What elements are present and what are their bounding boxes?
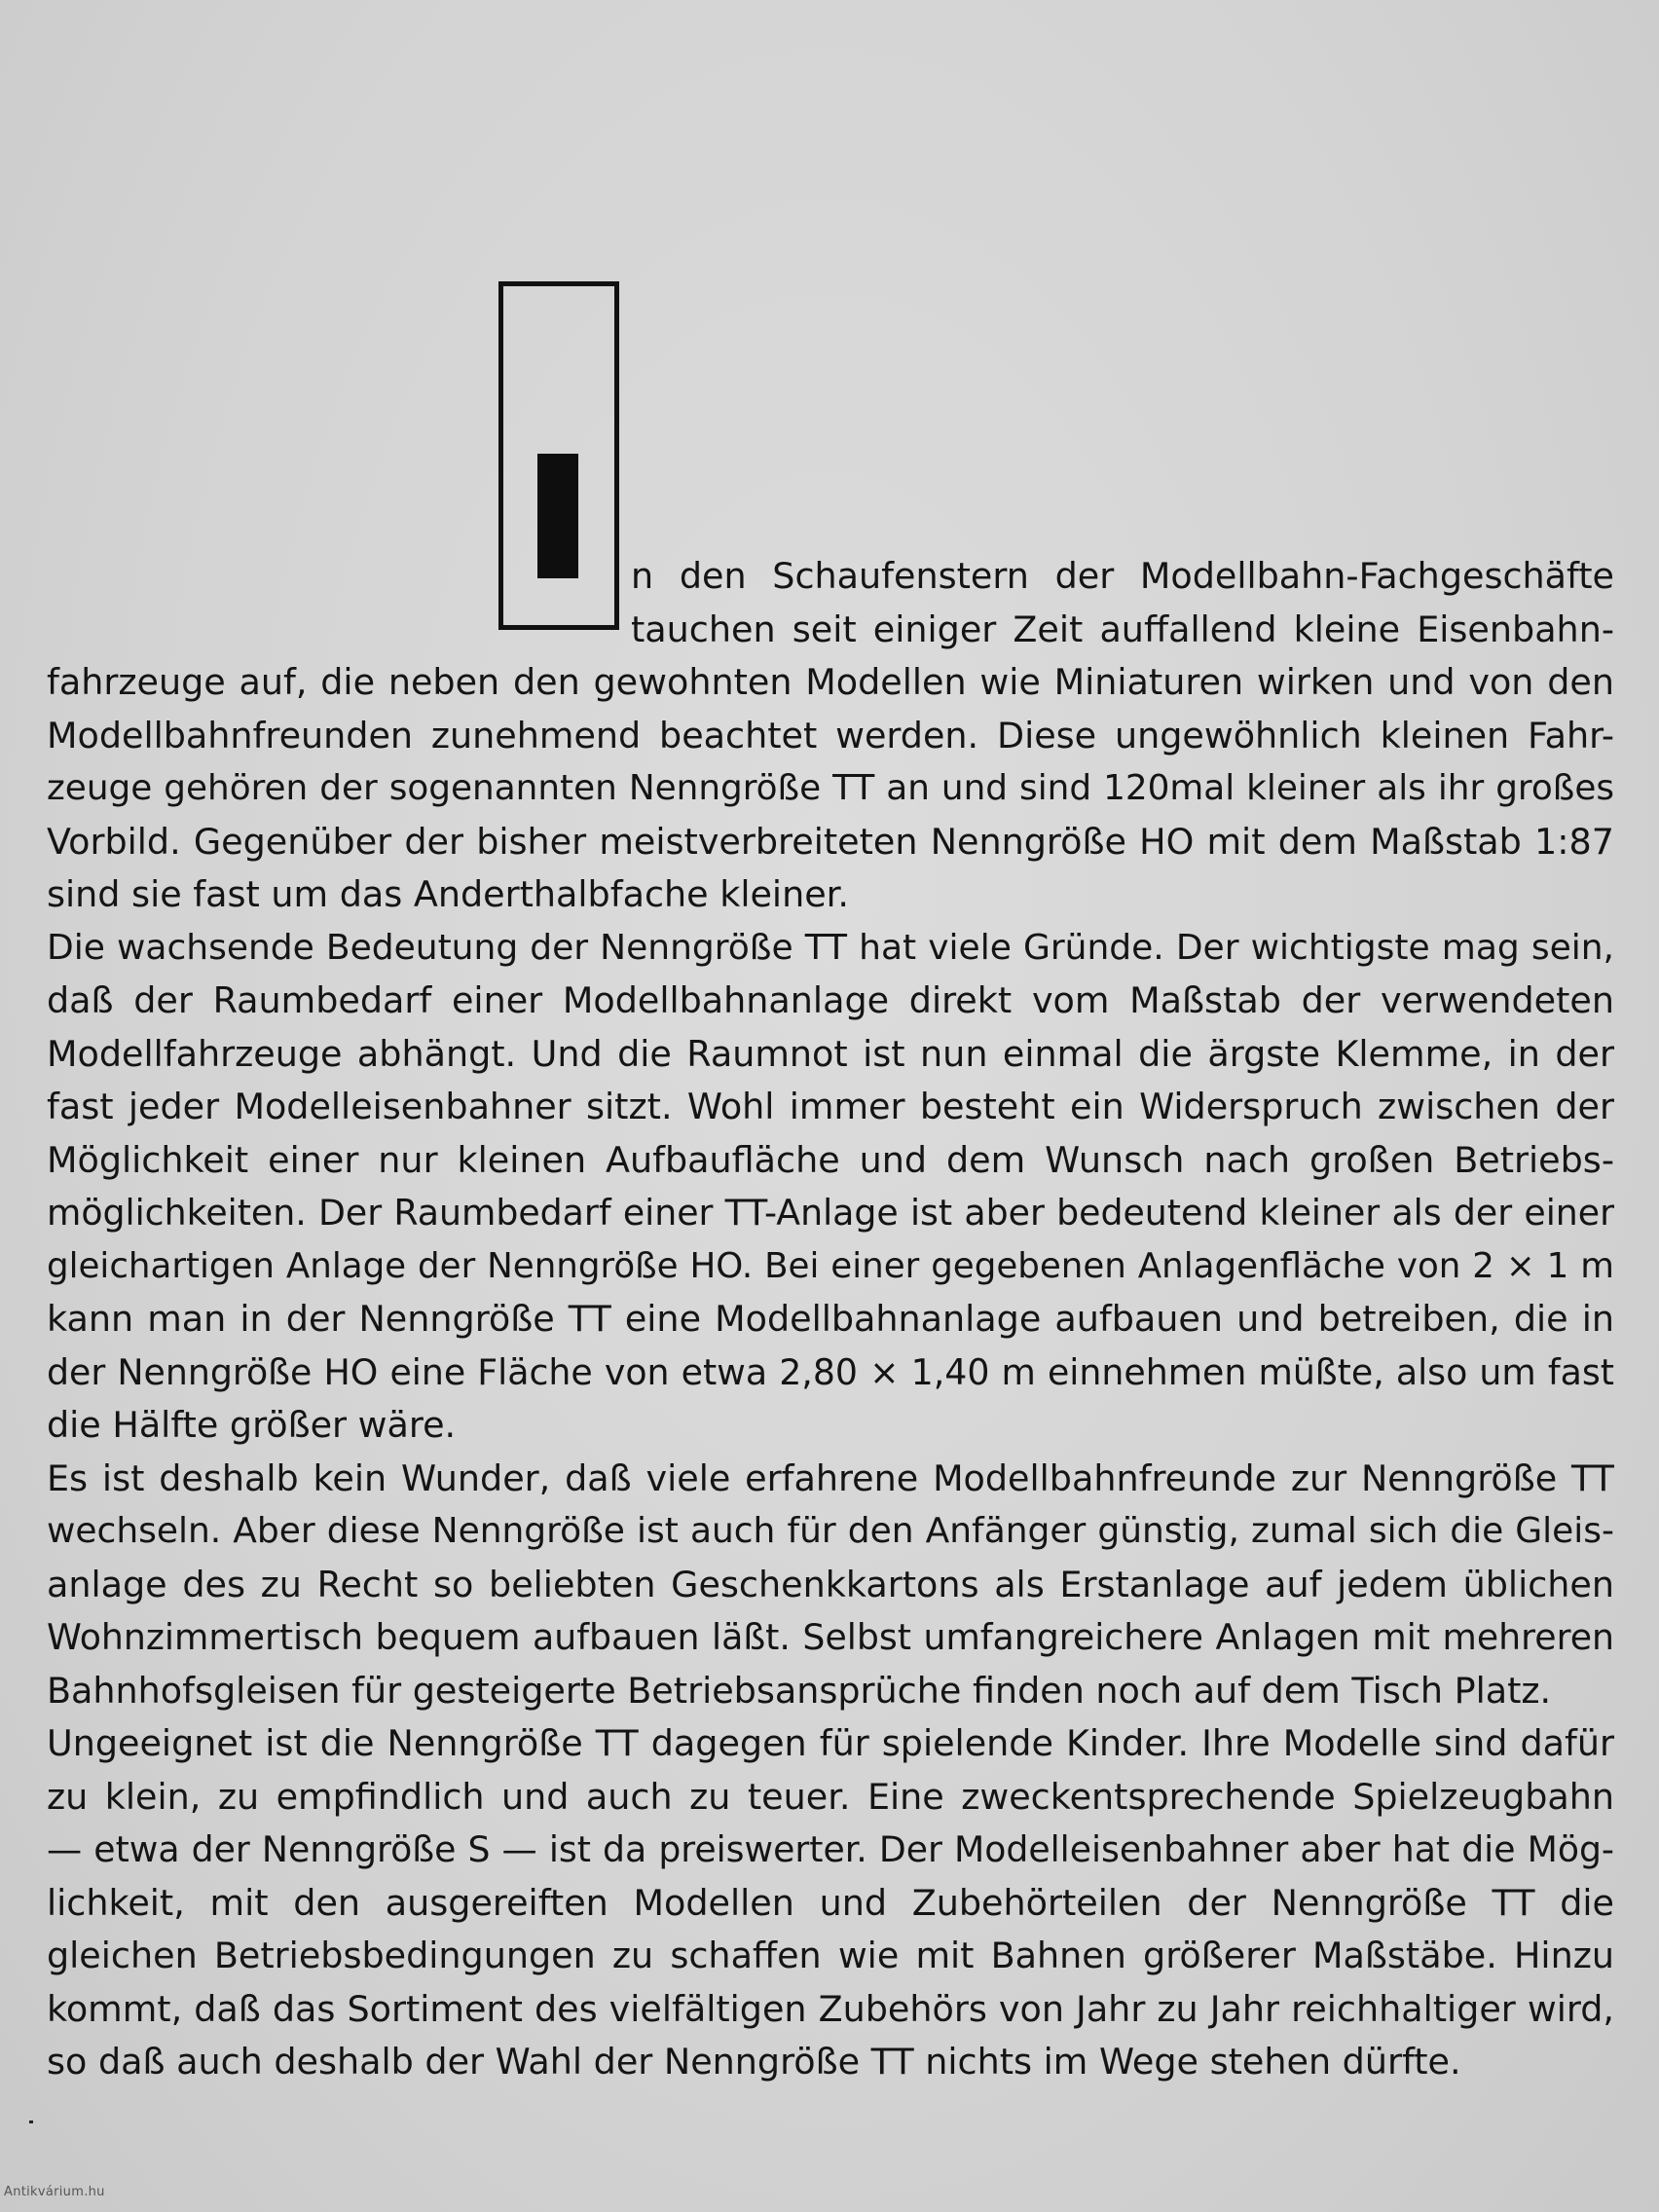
specks <box>29 2120 33 2123</box>
text-line: gleichartigen Anlage der Nenngröße HO. Bei einer gegebenen Anlagenfläche von 2 × 1 m <box>47 1245 1614 1286</box>
text-line: — etwa der Nenngröße S — ist da preiswerter. Der Modelleisenbahner aber hat die Mög- <box>47 1828 1614 1870</box>
text-line: fast jeder Modelleisenbahner sitzt. Wohl immer besteht ein Widerspruch zwischen der <box>47 1086 1614 1127</box>
text-line: zeuge gehören der sogenannten Nenngröße TT an und sind 120mal kleiner als ihr großes <box>47 768 1614 808</box>
text-line: Vorbild. Gegenüber der bisher meistverbreiteten Nenngröße HO mit dem Maßstab 1:87 <box>47 820 1614 863</box>
text-line: wechseln. Aber diese Nenngröße ist auch für den Anfänger günstig, zumal sich die Gleis- <box>47 1511 1614 1551</box>
text-line: Die wachsende Bedeutung der Nenngröße TT hat viele Gründe. Der wichtigste mag sein, <box>47 927 1614 968</box>
text-line: anlage des zu Recht so beliebten Geschenkkartons als Erstanlage auf jedem üblichen <box>47 1563 1614 1605</box>
body-text <box>47 550 1614 2089</box>
text-line: Bahnhofsgleisen für gesteigerte Betriebsansprüche finden noch auf dem Tisch Platz. <box>47 1669 1552 1712</box>
text-line: Modellfahrzeuge abhängt. Und die Raumnot ist nun einmal die ärgste Klemme, in der <box>47 1032 1614 1075</box>
text-line: Es ist deshalb kein Wunder, daß viele erfahrene Modellbahnfreunde zur Nenngröße TT <box>47 1456 1614 1499</box>
text-line: sind sie fast um das Anderthalbfache kleiner. <box>47 873 849 915</box>
paragraph <box>47 1717 1614 2089</box>
text-line: Modellbahnfreunden zunehmend beachtet werden. Diese ungewöhnlich kleinen Fahr- <box>47 714 1614 756</box>
watermark: Antikvárium.hu <box>4 2185 105 2199</box>
text-line: n den Schaufenstern der Modellbahn-Fachgeschäfte <box>631 555 1614 597</box>
text-line: möglichkeiten. Der Raumbedarf einer TT-Anlage ist aber bedeutend kleiner als der einer <box>47 1192 1614 1234</box>
text-line: zu klein, zu empfindlich und auch zu teuer. Eine zweckentsprechende Spielzeugbahn <box>47 1775 1614 1818</box>
text-line: lichkeit, mit den ausgereiften Modellen und Zubehörteilen der Nenngröße TT die <box>47 1881 1614 1924</box>
paragraph <box>47 922 1614 1453</box>
text-line: kann man in der Nenngröße TT eine Modellbahnanlage aufbauen und betreiben, die in <box>47 1298 1614 1340</box>
text-line: kommt, daß das Sortiment des vielfältigen Zubehörs von Jahr zu Jahr reichhaltiger wird, <box>47 1987 1614 2030</box>
text-line: Wohnzimmertisch bequem aufbauen läßt. Selbst umfangreichere Anlagen mit mehreren <box>47 1616 1614 1658</box>
text-line: tauchen seit einiger Zeit auffallend kleine Eisenbahn- <box>631 608 1614 650</box>
text-line: die Hälfte größer wäre. <box>47 1404 457 1446</box>
text-line: fahrzeuge auf, die neben den gewohnten Modellen wie Miniaturen wirken und von den <box>47 661 1614 703</box>
text-line: Ungeeignet ist die Nenngröße TT dagegen für spielende Kinder. Ihre Modelle sind dafür <box>47 1722 1614 1764</box>
text-line: Möglichkeit einer nur kleinen Aufbaufläche und dem Wunsch nach großen Betriebs- <box>47 1138 1614 1181</box>
paragraph <box>47 1453 1614 1718</box>
paragraph <box>47 550 1614 922</box>
text-line: so daß auch deshalb der Wahl der Nenngröße TT nichts im Wege stehen dürfte. <box>47 2041 1461 2083</box>
text-line: daß der Raumbedarf einer Modellbahnanlage direkt vom Maßstab der verwendeten <box>47 979 1614 1021</box>
text-line: der Nenngröße HO eine Fläche von etwa 2,80 × 1,40 m einnehmen müßte, also um fast <box>47 1350 1614 1393</box>
text-line: gleichen Betriebsbedingungen zu schaffen wie mit Bahnen größerer Maßstäbe. Hinzu <box>47 1935 1614 1976</box>
